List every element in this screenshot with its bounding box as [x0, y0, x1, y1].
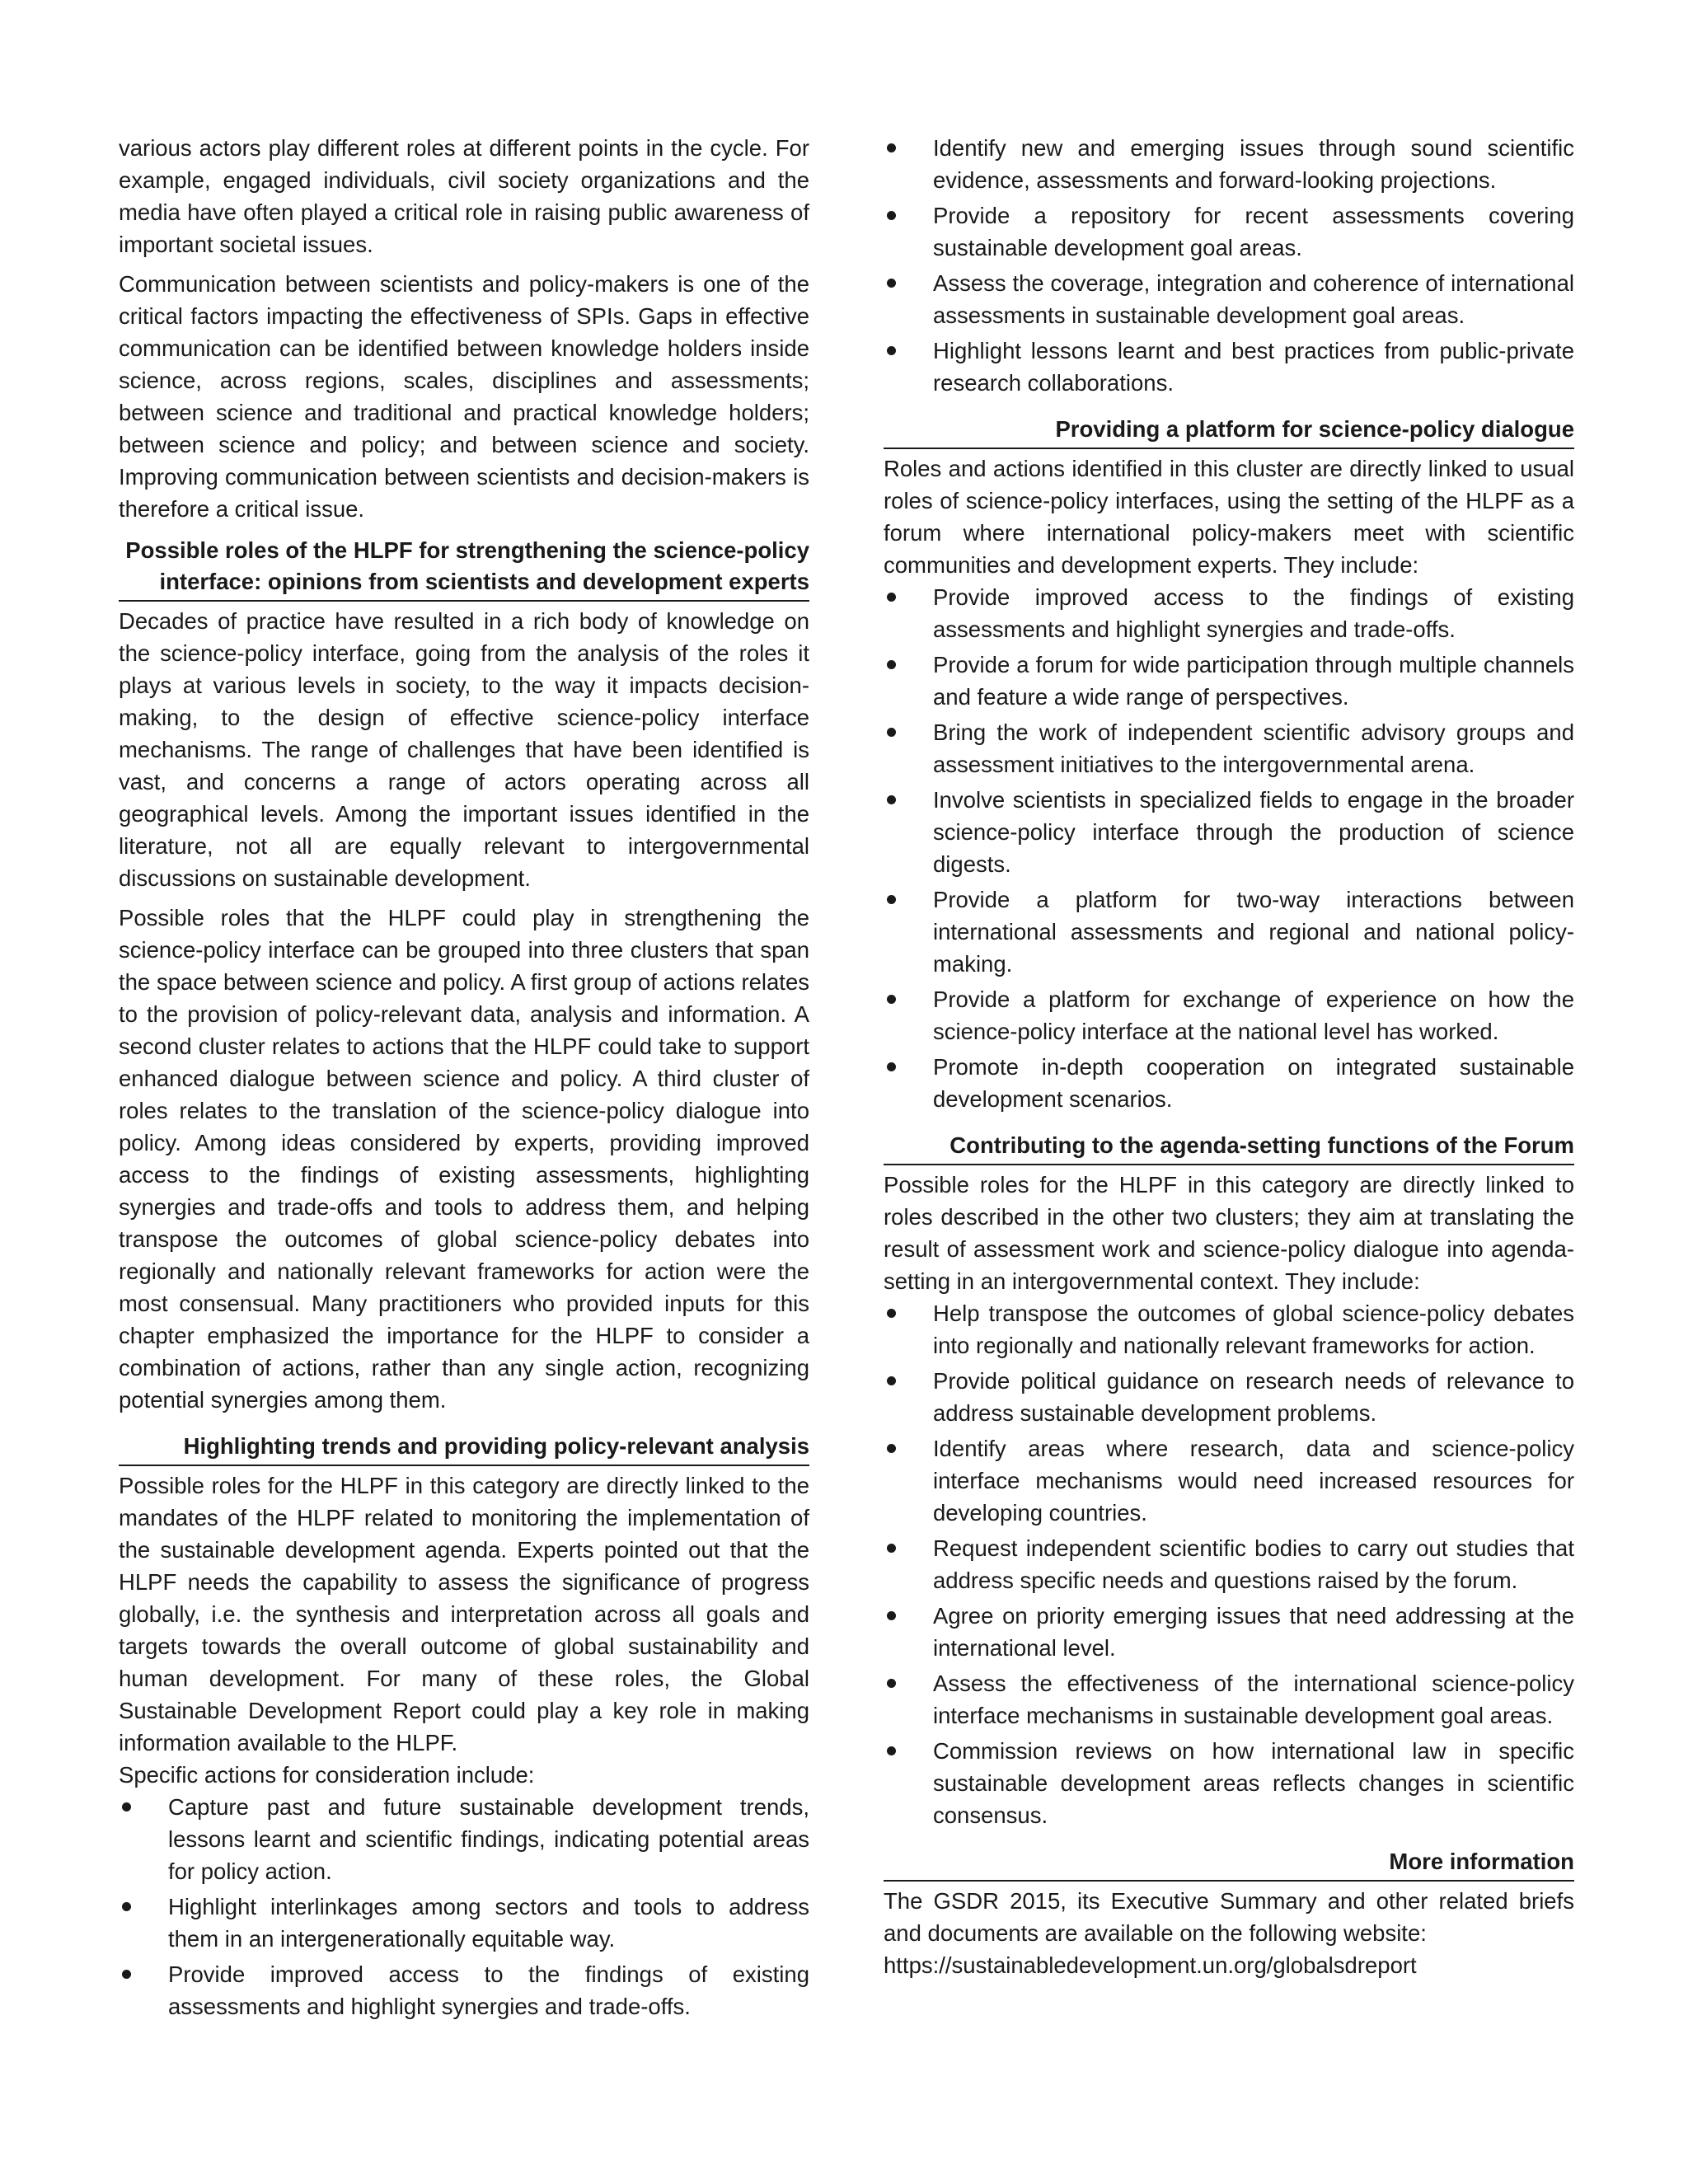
list-item: Provide a platform for exchange of experience on how the science-policy interface at the national level has worked.: [884, 983, 1574, 1047]
highlighting-trends-bullet-list: [119, 1791, 809, 2022]
list-item: Identify new and emerging issues through sound scientific evidence, assessments and forward-looking projections.: [884, 132, 1574, 196]
agenda-setting-paragraph: Possible roles for the HLPF in this category are directly linked to roles described in the other two clusters; they aim at translating the result of assessment work and science-policy dialogue into agenda-setting in an intergovernmental context. They include:: [884, 1172, 1574, 1294]
list-item: Provide improved access to the findings of existing assessments and highlight synergies and trade-offs.: [884, 581, 1574, 645]
intro-paragraph-1: various actors play different roles at different points in the cycle. For example, engaged individuals, civil society organizations and the media have often played a critical role in raising public awareness of important societal issues.: [119, 135, 809, 257]
bullet-icon: [887, 995, 896, 1004]
bullet-icon: [887, 211, 896, 220]
specific-actions-intro: Specific actions for consideration include:: [119, 1762, 535, 1788]
bullet-icon: [887, 346, 896, 355]
hlpf-roles-paragraph-2: Possible roles that the HLPF could play in strengthening the science-policy interface can be grouped into three clusters that span the space between science and policy. A first group of actions relates to the provision of policy-relevant data, analysis and information. A second cluster relates to actions that the HLPF could take to support enhanced dialogue between science and policy. A third cluster of roles relates to the translation of the science-policy dialogue into policy. Among ideas considered by experts, providing improved access to the findings of existing assessments, highlighting synergies and trade-offs and tools to address them, and helping transpose the outcomes of global science-policy debates into regionally and nationally relevant frameworks for action were the most consensual. Many practitioners who provided inputs for this chapter emphasized the importance for the HLPF to consider a combination of actions, rather than any single action, recognizing potential synergies among them.: [119, 905, 809, 1413]
bullet-icon: [887, 728, 896, 737]
bullet-icon: [887, 1611, 896, 1620]
bullet-icon: [887, 1544, 896, 1553]
bullet-icon: [887, 1444, 896, 1453]
bullet-icon: [887, 895, 896, 904]
heading-line-2: interface: opinions from scientists and development experts: [159, 569, 809, 594]
highlighting-trends-paragraph: Possible roles for the HLPF in this category are directly linked to the mandates of the HLPF related to monitoring the implementation of the sustainable development agenda. Experts pointed out that the HLPF needs the capability to assess the significance of progress globally, i.e. the synthesis and interpretation across all goals and targets towards the overall outcome of global sustainability and human development. For many of these roles, the Global Sustainable Development Report could play a key role in making information available to the HLPF.: [119, 1473, 809, 1755]
list-item: Assess the effectiveness of the international science-policy interface mechanisms in sustainable development goal areas.: [884, 1667, 1574, 1732]
list-item: Involve scientists in specialized fields to engage in the broader science-policy interface through the production of science digests.: [884, 784, 1574, 880]
list-item: Promote in-depth cooperation on integrated sustainable development scenarios.: [884, 1051, 1574, 1115]
science-policy-dialogue-paragraph: Roles and actions identified in this cluster are directly linked to usual roles of science-policy interfaces, using the setting of the HLPF as a forum where international policy-makers meet with scientific communities and development experts. They include:: [884, 456, 1574, 578]
section-heading-science-policy-dialogue: Providing a platform for science-policy dialogue: [884, 414, 1574, 449]
list-item: Assess the coverage, integration and coherence of international assessments in sustainable development goal areas.: [884, 267, 1574, 331]
list-item: Provide improved access to the findings of existing assessments and highlight synergies and trade-offs.: [119, 1958, 809, 2022]
list-item: Agree on priority emerging issues that need addressing at the international level.: [884, 1600, 1574, 1664]
hlpf-roles-paragraph-1: Decades of practice have resulted in a rich body of knowledge on the science-policy interface, going from the analysis of the roles it plays at various levels in society, to the way it impacts decision-making, to the design of effective science-policy interface mechanisms. The range of challenges that have been identified is vast, and concerns a range of actors operating across all geographical levels. Among the important issues identified in the literature, not all are equally relevant to intergovernmental discussions on sustainable development.: [119, 608, 809, 891]
section-heading-more-information: More information: [884, 1846, 1574, 1882]
section-heading-hlpf-roles: [119, 535, 809, 602]
right-column: [884, 132, 1574, 1981]
bullet-icon: [122, 1902, 131, 1911]
list-item: Request independent scientific bodies to carry out studies that address specific needs and questions raised by the forum.: [884, 1532, 1574, 1596]
bullet-icon: [887, 660, 896, 669]
bullet-icon: [887, 593, 896, 602]
science-policy-dialogue-bullet-list: [884, 581, 1574, 1115]
section-heading-highlighting-trends: Highlighting trends and providing policy-relevant analysis: [119, 1431, 809, 1466]
bullet-icon: [887, 1746, 896, 1755]
list-item: Help transpose the outcomes of global science-policy debates into regionally and nationally relevant frameworks for action.: [884, 1297, 1574, 1361]
bullet-icon: [887, 1679, 896, 1688]
list-item: Identify areas where research, data and science-policy interface mechanisms would need increased resources for developing countries.: [884, 1432, 1574, 1529]
list-item: Highlight interlinkages among sectors and tools to address them in an intergenerationally equitable way.: [119, 1891, 809, 1955]
agenda-setting-bullet-list: [884, 1297, 1574, 1831]
list-item: Provide political guidance on research needs of relevance to address sustainable development problems.: [884, 1365, 1574, 1429]
bullet-icon: [887, 1062, 896, 1071]
list-item: Provide a forum for wide participation through multiple channels and feature a wide range of perspectives.: [884, 649, 1574, 713]
intro-paragraph-2: Communication between scientists and policy-makers is one of the critical factors impacting the effectiveness of SPIs. Gaps in effective communication can be identified between knowledge holders inside science, across regions, scales, disciplines and assessments; between science and traditional and practical knowledge holders; between science and policy; and between science and society. Improving communication between scientists and decision-makers is therefore a critical issue.: [119, 271, 809, 522]
more-information-paragraph: The GSDR 2015, its Executive Summary and other related briefs and documents are available on the following website:: [884, 1888, 1574, 1946]
list-item: Provide a platform for two-way interactions between international assessments and regional and national policy-making.: [884, 883, 1574, 980]
list-item: Highlight lessons learnt and best practices from public-private research collaborations.: [884, 335, 1574, 399]
bullet-icon: [887, 795, 896, 804]
bullet-icon: [122, 1802, 131, 1811]
bullet-icon: [887, 143, 896, 152]
gsdr-website-link[interactable]: https://sustainabledevelopment.un.org/globalsdreport: [884, 1952, 1417, 1978]
bullet-icon: [887, 1309, 896, 1318]
list-item: Commission reviews on how international law in specific sustainable development areas reflects changes in scientific consensus.: [884, 1735, 1574, 1831]
bullet-icon: [887, 1376, 896, 1385]
list-item: Provide a repository for recent assessments covering sustainable development goal areas.: [884, 199, 1574, 264]
bullet-icon: [887, 279, 896, 288]
left-column: [119, 132, 809, 2030]
heading-line-1: Possible roles of the HLPF for strengthening the science-policy: [125, 537, 809, 563]
list-item: Bring the work of independent scientific advisory groups and assessment initiatives to the intergovernmental arena.: [884, 716, 1574, 780]
list-item: Capture past and future sustainable development trends, lessons learnt and scientific findings, indicating potential areas for policy action.: [119, 1791, 809, 1887]
continued-bullet-list: [884, 132, 1574, 399]
section-heading-agenda-setting: Contributing to the agenda-setting functions of the Forum: [884, 1130, 1574, 1165]
bullet-icon: [122, 1970, 131, 1979]
